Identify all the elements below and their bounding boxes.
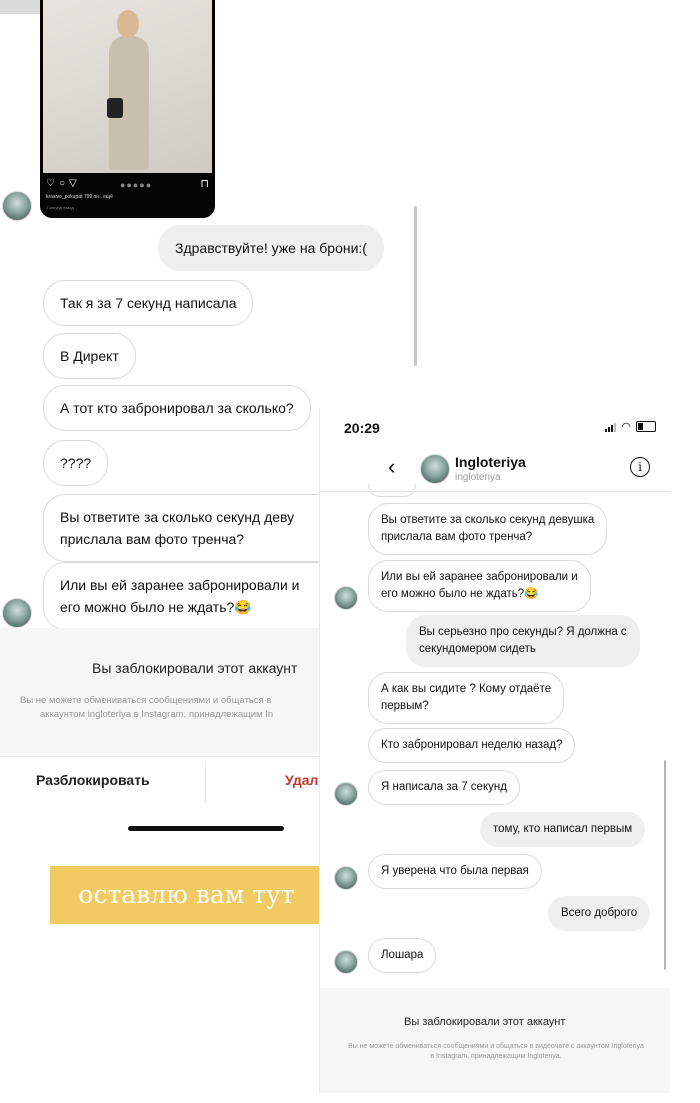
message-line: первым? bbox=[381, 700, 429, 712]
message-line: прислала вам фото тренча? bbox=[60, 531, 245, 547]
wifi-icon: ◠ bbox=[621, 421, 631, 433]
unblock-button[interactable]: Разблокировать bbox=[36, 772, 150, 788]
post-username: krasivo_pokupat bbox=[46, 194, 83, 200]
message-line: А как вы сидите ? Кому отдаёте bbox=[381, 683, 552, 695]
contact-avatar[interactable] bbox=[334, 586, 358, 610]
right-screenshot bbox=[320, 408, 670, 1093]
blocked-actions bbox=[0, 756, 320, 807]
blocked-description: Вы не можете обмениваться сообщениями и общаться в видеочате с аккаунтом Ingloteriya в Instagram, принадлежащим Ingloteriya. bbox=[348, 1043, 644, 1060]
message-line: прислала вам фото тренча? bbox=[381, 531, 533, 543]
blocked-title: Вы заблокировали этот аккаунт bbox=[404, 1016, 566, 1028]
contact-handle: ingloteriya bbox=[455, 472, 501, 483]
status-icons bbox=[605, 420, 656, 433]
message-bubble-incoming: Я уверена что была первая bbox=[368, 854, 542, 889]
message-bubble-incoming: Кто забронировал неделю назад? bbox=[368, 728, 575, 763]
story-caption-sticker: оставлю вам тут bbox=[50, 866, 323, 924]
message-bubble-incoming: Так я за 7 секунд написала bbox=[43, 280, 253, 326]
message-bubble-incoming: Я написала за 7 секунд bbox=[368, 770, 520, 805]
message-bubble-outgoing bbox=[406, 615, 640, 667]
message-bubble-outgoing: тому, кто написал первым bbox=[480, 812, 645, 847]
contact-avatar[interactable] bbox=[334, 950, 358, 974]
post-time: 1 секунд назад bbox=[46, 205, 74, 210]
blocked-description-line: аккаунтом ingloteriya в Instagram, принадлежащим In bbox=[40, 709, 274, 720]
post-action-icons[interactable]: ♡○▽ bbox=[46, 178, 81, 189]
message-line: Или вы ей заранее забронировали и bbox=[381, 571, 578, 583]
message-line: Или вы ей заранее забронировали и bbox=[60, 577, 300, 593]
status-time: 20:29 bbox=[344, 420, 380, 436]
blocked-notice bbox=[0, 628, 320, 754]
home-indicator[interactable] bbox=[128, 826, 284, 831]
message-bubble-incoming bbox=[43, 562, 343, 630]
message-bubble-incoming: В Директ bbox=[43, 333, 136, 379]
post-photo bbox=[43, 0, 212, 173]
message-bubble-incoming bbox=[368, 672, 564, 724]
message-line: его можно было не ждать?😂 bbox=[60, 599, 252, 615]
info-icon[interactable]: i bbox=[630, 457, 650, 477]
blocked-notice bbox=[320, 988, 670, 1093]
signal-icon bbox=[605, 422, 616, 432]
message-bubble-incoming: Лошара bbox=[368, 938, 436, 973]
message-line: секундомером сидеть bbox=[419, 643, 536, 655]
battery-icon bbox=[636, 421, 656, 432]
shared-post-card[interactable] bbox=[40, 0, 215, 218]
message-line: его можно было не ждать?😂 bbox=[381, 588, 539, 600]
message-bubble-incoming bbox=[368, 560, 591, 612]
chevron-left-icon[interactable]: ‹ bbox=[388, 454, 396, 479]
contact-avatar[interactable] bbox=[2, 191, 32, 221]
message-line: Вы ответите за сколько секунд девушка bbox=[381, 514, 595, 526]
scrollbar[interactable] bbox=[664, 760, 666, 970]
post-caption bbox=[46, 194, 113, 200]
contact-avatar[interactable] bbox=[334, 782, 358, 806]
blocked-description bbox=[20, 694, 273, 722]
blocked-title: Вы заблокировали этот аккаунт bbox=[92, 660, 298, 676]
contact-avatar[interactable] bbox=[2, 598, 32, 628]
message-bubble-outgoing: Всего доброго bbox=[548, 896, 650, 931]
message-bubble-incoming bbox=[43, 494, 343, 562]
blocked-description-line: Вы не можете обмениваться сообщениями и общаться в bbox=[20, 695, 272, 706]
bookmark-icon[interactable]: ⊓ bbox=[200, 178, 209, 190]
contact-avatar[interactable] bbox=[334, 866, 358, 890]
message-bubble-incoming: ???? bbox=[43, 440, 108, 486]
header-avatar[interactable] bbox=[420, 454, 450, 484]
scrollbar[interactable] bbox=[414, 206, 417, 366]
previous-message-stub bbox=[368, 484, 416, 497]
message-bubble-outgoing: Здравствуйте! уже на брони:( bbox=[158, 225, 384, 271]
action-divider bbox=[205, 763, 206, 803]
contact-name[interactable]: Ingloteriya bbox=[455, 454, 526, 470]
message-line: Вы ответите за сколько секунд деву bbox=[60, 509, 295, 525]
message-bubble-incoming bbox=[368, 503, 607, 555]
photo-figure-head bbox=[117, 10, 139, 38]
carousel-dots: ●●●●● bbox=[120, 180, 153, 190]
message-line: Вы серьезно про секунды? Я должна с bbox=[419, 626, 627, 638]
delete-button[interactable]: Удал bbox=[285, 772, 319, 788]
message-bubble-incoming: А тот кто забронировал за сколько? bbox=[43, 385, 311, 431]
photo-figure-bag bbox=[107, 98, 123, 118]
post-meta: 799 пн.. ещё bbox=[83, 194, 113, 200]
